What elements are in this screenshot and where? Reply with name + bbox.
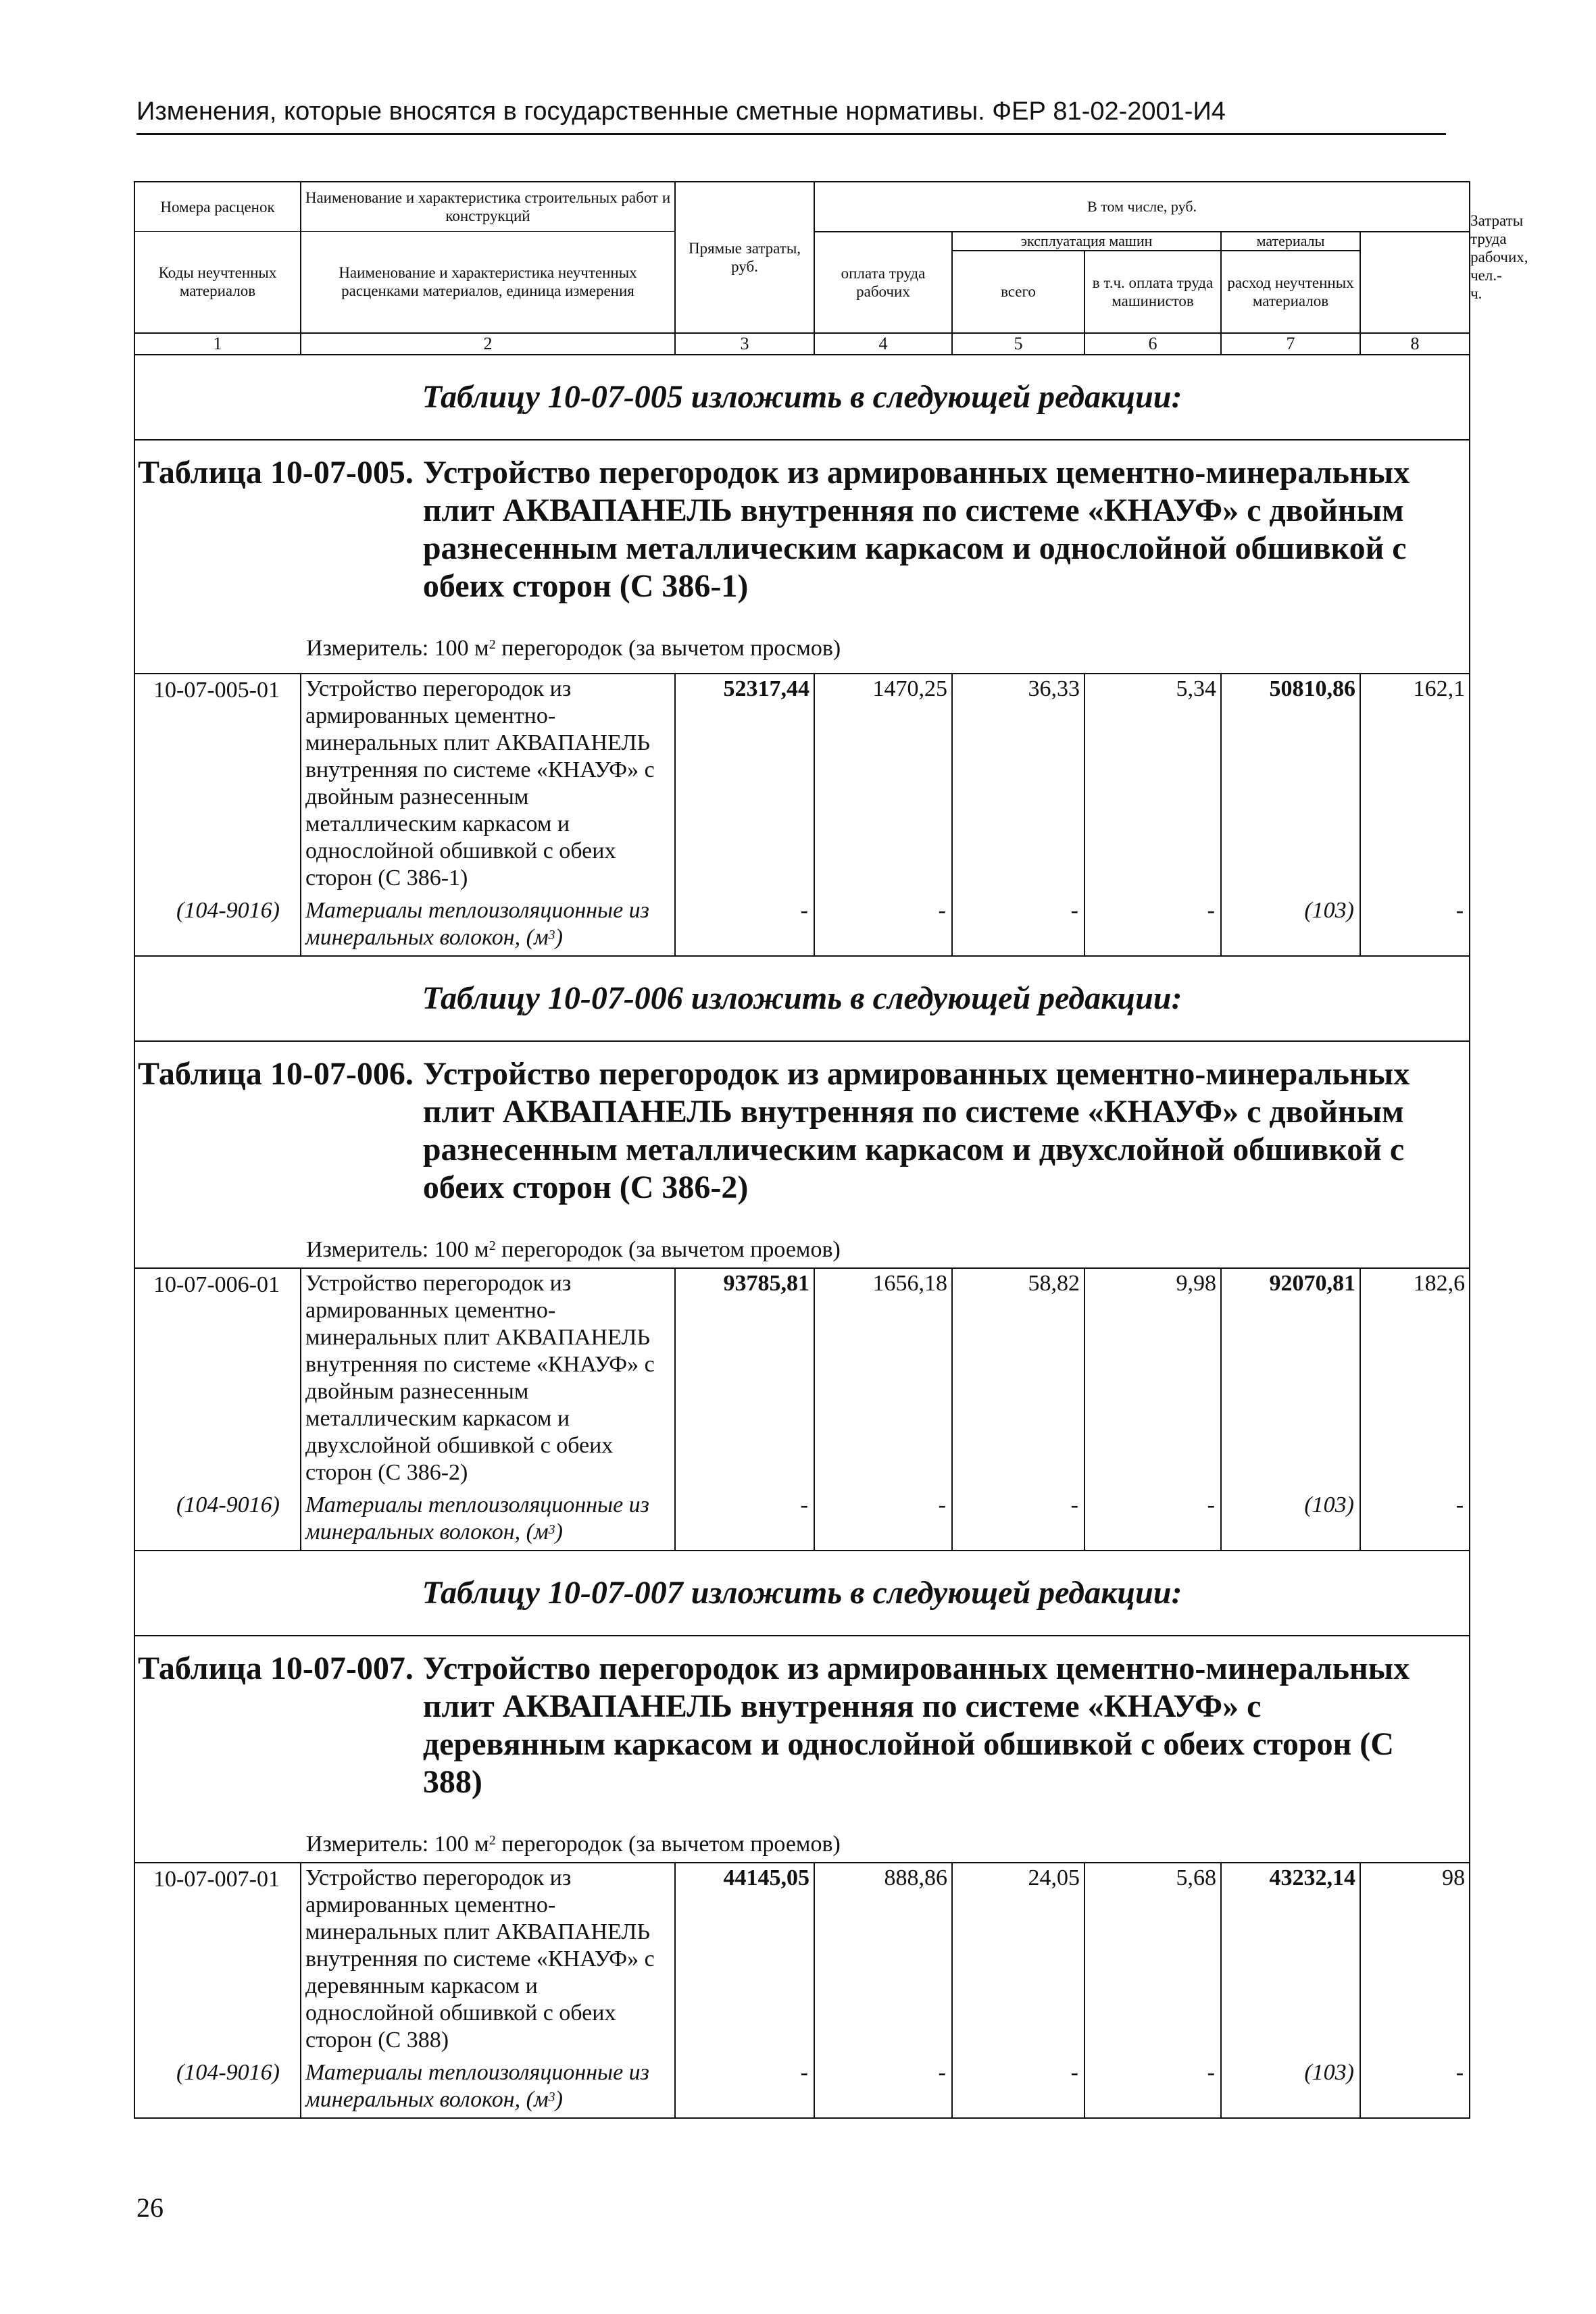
meter-line xyxy=(306,1831,1469,1862)
direct-cost: 93785,81 xyxy=(675,1268,814,1492)
material-name: Материалы теплоизоляционные из минеральных волокон, $(м^3)$ xyxy=(301,1492,675,1551)
materials-cost: 50810,86 xyxy=(1221,674,1360,897)
meter-suffix: перегородок (за вычетом проемов) xyxy=(495,1831,841,1857)
meter-suffix: перегородок (за вычетом просмов) xyxy=(495,635,841,661)
material-labor: - xyxy=(1360,2059,1470,2118)
material-labor: - xyxy=(1360,897,1470,956)
material-machines: - xyxy=(952,897,1084,956)
material-code: (104-9016) xyxy=(134,1492,301,1551)
wage-cost: 1656,18 xyxy=(814,1268,952,1492)
table-title-number: Таблица 10-07-005. xyxy=(138,454,414,491)
table-title-cell xyxy=(134,440,1470,674)
rate-row xyxy=(134,1268,1470,1492)
rate-code: 10-07-005-01 xyxy=(134,674,301,897)
material-direct: - xyxy=(675,897,814,956)
meter-sup: 2 xyxy=(489,1238,496,1253)
table-title xyxy=(135,441,1469,605)
material-row xyxy=(134,897,1470,956)
instruction-text: Таблицу 10-07-005 изложить в следующей редакции: xyxy=(134,355,1470,440)
page-header: Изменения, которые вносятся в государственные сметные нормативы. ФЕР 81-02-2001-И4 xyxy=(136,97,1226,126)
material-consumption: (103) xyxy=(1221,897,1360,956)
included-header: В том числе, руб. xyxy=(814,182,1470,232)
material-wage: - xyxy=(814,1492,952,1551)
meter-prefix: Измеритель: 100 м xyxy=(306,635,489,661)
machines-wage-cost: 5,68 xyxy=(1084,1863,1221,2059)
machines-header: эксплуатация машин xyxy=(952,232,1221,251)
rate-code: 10-07-007-01 xyxy=(134,1863,301,2059)
rate-row xyxy=(134,1863,1470,2059)
material-labor: - xyxy=(1360,1492,1470,1551)
materials-header: материалы xyxy=(1221,232,1360,251)
direct-cost: 52317,44 xyxy=(675,674,814,897)
material-name: Материалы теплоизоляционные из минеральных волокон, $(м^3)$ xyxy=(301,2059,675,2118)
col2-bottom-header: Наименование и характеристика неучтенных расценками материалов, единица измерения xyxy=(301,232,675,333)
col7-header: расход неучтенных материалов xyxy=(1221,251,1360,333)
meter-line xyxy=(306,1236,1469,1267)
material-consumption: (103) xyxy=(1221,2059,1360,2118)
labor-cost: 162,1 xyxy=(1360,674,1470,897)
wage-cost: 888,86 xyxy=(814,1863,952,2059)
machines-cost: 36,33 xyxy=(952,674,1084,897)
table-title-number: Таблица 10-07-007. xyxy=(138,1650,414,1686)
material-direct: - xyxy=(675,2059,814,2118)
meter-line xyxy=(306,635,1469,666)
instruction-text: Таблицу 10-07-007 изложить в следующей редакции: xyxy=(134,1551,1470,1636)
labor-cost: 182,6 xyxy=(1360,1268,1470,1492)
material-wage: - xyxy=(814,2059,952,2118)
material-machines-wage: - xyxy=(1084,1492,1221,1551)
col-number: 4 xyxy=(814,333,952,355)
table-title-text: Устройство перегородок из армированных цементно-минеральных плит АКВАПАНЕЛЬ внутренняя по системе «КНАУФ» с деревянным каркасом и однослойной обшивкой с обеих сторон (С 388) xyxy=(422,1650,1410,1800)
rate-name: Устройство перегородок из армированных цементно-минеральных плит АКВАПАНЕЛЬ внутренняя по системе «КНАУФ» с деревянным каркасом и однослойной обшивкой с обеих сторон (С 388) xyxy=(301,1863,675,2059)
meter-suffix: перегородок (за вычетом проемов) xyxy=(495,1236,841,1262)
col4-header: оплата труда рабочих xyxy=(814,232,952,333)
col1-bottom-header: Коды неучтенных материалов xyxy=(134,232,301,333)
col-number: 3 xyxy=(675,333,814,355)
col5-header: всего xyxy=(952,251,1084,333)
table-title-number: Таблица 10-07-006. xyxy=(138,1055,414,1092)
table-title-cell xyxy=(134,1041,1470,1268)
table-head-row-1: Номера расценок Наименование и характеристика строительных работ и конструкций Прямые затраты, руб. В том числе, руб. Затраты труда рабочих, чел.-ч. xyxy=(134,182,1470,232)
wage-cost: 1470,25 xyxy=(814,674,952,897)
table-title-row xyxy=(134,1636,1470,1863)
material-wage: - xyxy=(814,897,952,956)
table-title xyxy=(135,1042,1469,1207)
table-title-cell xyxy=(134,1636,1470,1863)
col-number: 6 xyxy=(1084,333,1221,355)
col-number: 8 xyxy=(1360,333,1470,355)
material-name: Материалы теплоизоляционные из минеральных волокон, $(м^3)$ xyxy=(301,897,675,956)
machines-cost: 58,82 xyxy=(952,1268,1084,1492)
material-machines: - xyxy=(952,2059,1084,2118)
machines-wage-cost: 5,34 xyxy=(1084,674,1221,897)
instruction-text: Таблицу 10-07-006 изложить в следующей редакции: xyxy=(134,956,1470,1041)
column-numbers-row xyxy=(134,333,1470,355)
table-title-text: Устройство перегородок из армированных цементно-минеральных плит АКВАПАНЕЛЬ внутренняя по системе «КНАУФ» с двойным разнесенным металлическим каркасом и однослойной обшивкой с обеих сторон (С 386-1) xyxy=(422,454,1410,604)
col-number: 1 xyxy=(134,333,301,355)
rate-code: 10-07-006-01 xyxy=(134,1268,301,1492)
instruction-row xyxy=(134,355,1470,440)
material-row xyxy=(134,1492,1470,1551)
machines-wage-cost: 9,98 xyxy=(1084,1268,1221,1492)
meter-sup: 2 xyxy=(489,1832,496,1848)
rates-table xyxy=(134,181,1528,2119)
col6-header: в т.ч. оплата труда машинистов xyxy=(1084,251,1221,333)
material-direct: - xyxy=(675,1492,814,1551)
header-rule xyxy=(136,133,1446,135)
material-consumption: (103) xyxy=(1221,1492,1360,1551)
meter-prefix: Измеритель: 100 м xyxy=(306,1236,489,1262)
table-title xyxy=(135,1636,1469,1801)
table-title-text: Устройство перегородок из армированных цементно-минеральных плит АКВАПАНЕЛЬ внутренняя по системе «КНАУФ» с двойным разнесенным металлическим каркасом и двухслойной обшивкой с обеих сторон (С 386-2) xyxy=(422,1055,1410,1205)
table-title-row xyxy=(134,440,1470,674)
col3-header: Прямые затраты, руб. xyxy=(675,182,814,333)
meter-sup: 2 xyxy=(489,636,496,652)
rate-name: Устройство перегородок из армированных цементно-минеральных плит АКВАПАНЕЛЬ внутренняя по системе «КНАУФ» с двойным разнесенным металлическим каркасом и однослойной обшивкой с обеих сторон (С 386-1) xyxy=(301,674,675,897)
instruction-row xyxy=(134,1551,1470,1636)
rate-name: Устройство перегородок из армированных цементно-минеральных плит АКВАПАНЕЛЬ внутренняя по системе «КНАУФ» с двойным разнесенным металлическим каркасом и двухслойной обшивкой с обеих сторон (С 386-2) xyxy=(301,1268,675,1492)
machines-cost: 24,05 xyxy=(952,1863,1084,2059)
page-number: 26 xyxy=(136,2192,164,2223)
material-row xyxy=(134,2059,1470,2118)
material-code: (104-9016) xyxy=(134,897,301,956)
material-code: (104-9016) xyxy=(134,2059,301,2118)
labor-cost: 98 xyxy=(1360,1863,1470,2059)
col-number: 2 xyxy=(301,333,675,355)
meter-prefix: Измеритель: 100 м xyxy=(306,1831,489,1857)
direct-cost: 44145,05 xyxy=(675,1863,814,2059)
rate-row xyxy=(134,674,1470,897)
col1-top-header: Номера расценок xyxy=(134,182,301,232)
col-number: 5 xyxy=(952,333,1084,355)
materials-cost: 43232,14 xyxy=(1221,1863,1360,2059)
instruction-row xyxy=(134,956,1470,1041)
material-machines-wage: - xyxy=(1084,2059,1221,2118)
col2-top-header: Наименование и характеристика строительных работ и конструкций xyxy=(301,182,675,232)
materials-cost: 92070,81 xyxy=(1221,1268,1360,1492)
col-number: 7 xyxy=(1221,333,1360,355)
material-machines: - xyxy=(952,1492,1084,1551)
table-title-row xyxy=(134,1041,1470,1268)
material-machines-wage: - xyxy=(1084,897,1221,956)
